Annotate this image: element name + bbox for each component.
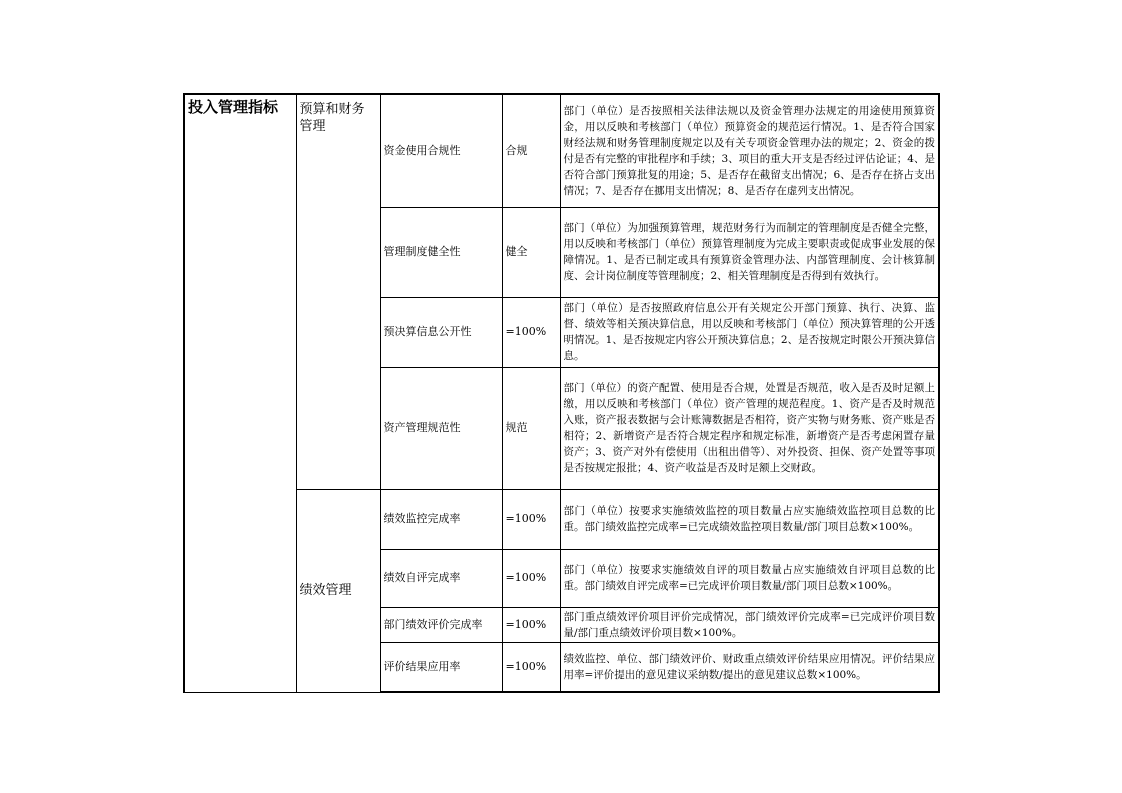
level1-indicator: 投入管理指标: [184, 94, 296, 692]
indicator-name: 预决算信息公开性: [380, 297, 502, 367]
level2-indicator-budget: 预算和财务管理: [296, 94, 380, 489]
indicator-description: 部门重点绩效评价项目评价完成情况，部门绩效评价完成率=已完成评价项目数量/部门重点绩效评价项目数×100%。: [560, 607, 939, 642]
indicator-description: 部门（单位）是否按照政府信息公开有关规定公开部门预算、执行、决算、监督、绩效等相关预决算信息，用以反映和考核部门（单位）预决算管理的公开透明情况。1、是否按规定内容公开预决算信息；2、是否按规定时限公开预决算信息。: [560, 297, 939, 367]
indicator-standard: 健全: [502, 207, 560, 297]
indicator-name: 资金使用合规性: [380, 94, 502, 207]
indicator-name: 评价结果应用率: [380, 642, 502, 692]
table-row: [184, 489, 939, 549]
indicator-standard: 规范: [502, 367, 560, 489]
indicator-description: 部门（单位）为加强预算管理，规范财务行为而制定的管理制度是否健全完整，用以反映和考核部门（单位）预算管理制度为完成主要职责或促成事业发展的保障情况。1、是否已制定或具有预算资金管理办法、内部管理制度、会计核算制度、会计岗位制度等管理制度；2、相关管理制度是否得到有效执行。: [560, 207, 939, 297]
indicator-name: 管理制度健全性: [380, 207, 502, 297]
indicator-description: 部门（单位）按要求实施绩效监控的项目数量占应实施绩效监控项目总数的比重。部门绩效监控完成率=已完成绩效监控项目数量/部门项目总数×100%。: [560, 489, 939, 549]
indicator-name: 部门绩效评价完成率: [380, 607, 502, 642]
table-row: [184, 94, 939, 207]
indicator-description: 部门（单位）的资产配置、使用是否合规，处置是否规范，收入是否及时足额上缴，用以反映和考核部门（单位）资产管理的规范程度。1、资产是否及时规范入账，资产报表数据与会计账簿数据是否相符，资产实物与财务账、资产账是否相符；2、新增资产是否符合规定程序和规定标准，新增资产是否考虑闲置存量资产；3、资产对外有偿使用（出租出借等）、对外投资、担保、资产处置等事项是否按规定报批；4、资产收益是否及时足额上交财政。: [560, 367, 939, 489]
indicator-name: 绩效自评完成率: [380, 549, 502, 607]
indicator-name: 绩效监控完成率: [380, 489, 502, 549]
indicator-description: 部门（单位）是否按照相关法律法规以及资金管理办法规定的用途使用预算资金，用以反映和考核部门（单位）预算资金的规范运行情况。1、是否符合国家财经法规和财务管理制度规定以及有关专项资金管理办法的规定；2、资金的拨付是否有完整的审批程序和手续；3、项目的重大开支是否经过评估论证；4、是否符合部门预算批复的用途；5、是否存在截留支出情况；6、是否存在挤占支出情况；7、是否存在挪用支出情况；8、是否存在虚列支出情况。: [560, 94, 939, 207]
indicator-standard: =100%: [502, 607, 560, 642]
indicator-standard: =100%: [502, 549, 560, 607]
indicator-standard: 合规: [502, 94, 560, 207]
indicator-table: [183, 93, 940, 693]
indicator-description: 绩效监控、单位、部门绩效评价、财政重点绩效评价结果应用情况。评价结果应用率=评价提出的意见建议采纳数/提出的意见建议总数×100%。: [560, 642, 939, 692]
indicator-standard: =100%: [502, 642, 560, 692]
indicator-description: 部门（单位）按要求实施绩效自评的项目数量占应实施绩效自评项目总数的比重。部门绩效自评完成率=已完成评价项目数量/部门项目总数×100%。: [560, 549, 939, 607]
level2-indicator-performance: 绩效管理: [296, 489, 380, 692]
indicator-standard: =100%: [502, 489, 560, 549]
indicator-standard: =100%: [502, 297, 560, 367]
indicator-name: 资产管理规范性: [380, 367, 502, 489]
